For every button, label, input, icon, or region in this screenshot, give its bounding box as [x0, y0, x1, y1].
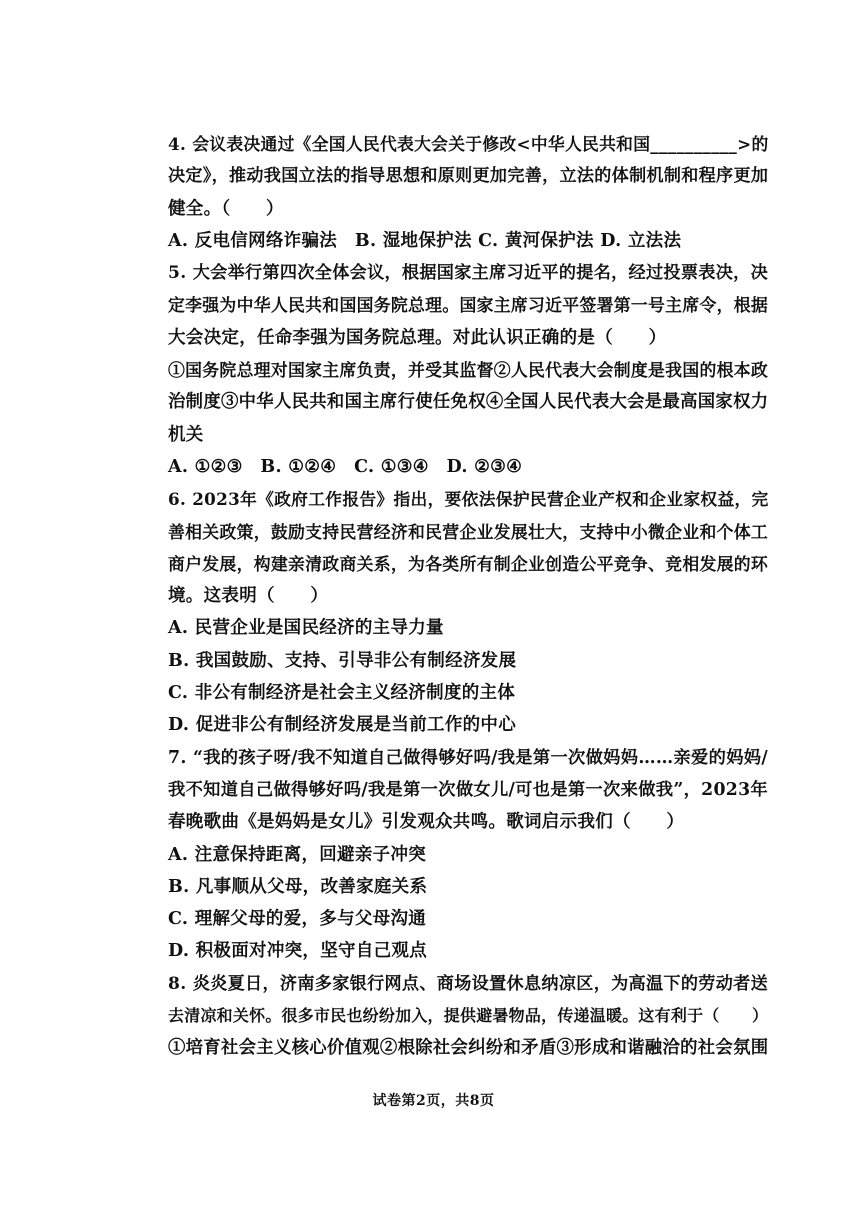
q5-stem-line-1: 5. 大会举行第四次全体会议，根据国家主席习近平的提名，经过投票表决，决	[168, 263, 768, 284]
q6-option-b: B. 我国鼓励、支持、引导非公有制经济发展	[168, 650, 517, 671]
q8-stem-line-1: 8. 炎炎夏日，济南多家银行网点、商场设置休息纳凉区，为高温下的劳动者送	[168, 973, 768, 994]
q6-option-c: C. 非公有制经济是社会主义经济制度的主体	[168, 683, 516, 704]
q6-stem-line-1: 6. 2023年《政府工作报告》指出，要依法保护民营企业产权和企业家权益，完	[168, 489, 769, 510]
q4-stem-line-2: 决定》，推动我国立法的指导思想和原则更加完善，立法的体制机制和程序更加	[168, 166, 769, 187]
q4-options: A. 反电信网络诈骗法 B. 湿地保护法 C. 黄河保护法 D. 立法法	[168, 230, 682, 251]
q5-options: A. ①②③ B. ①②④ C. ①③④ D. ②③④	[168, 456, 523, 477]
q6-option-d: D. 促进非公有制经济发展是当前工作的中心	[168, 715, 517, 736]
q8-stem-line-2: 去清凉和关怀。很多市民也纷纷加入，提供避暑物品，传递温暖。这有利于（ ）	[168, 1006, 769, 1026]
q5-statements-line-2: 治制度③中华人民共和国主席行使任免权④全国人民代表大会是最高国家权力	[168, 392, 769, 413]
q7-stem-line-1: 7. “我的孩子呀/我不知道自己做得够好吗/我是第一次做妈妈……亲爱的妈妈/	[168, 747, 768, 768]
page-footer: 试卷第2页，共8页	[372, 1093, 495, 1109]
q6-stem-line-4: 境。这表明（ ）	[168, 586, 329, 607]
q8-statements-line-1: ①培育社会主义核心价值观②根除社会纠纷和矛盾③形成和谐融洽的社会氛围	[168, 1038, 769, 1059]
q7-option-c: C. 理解父母的爱，多与父母沟通	[168, 909, 427, 930]
q5-stem-line-2: 定李强为中华人民共和国国务院总理。国家主席习近平签署第一号主席令，根据	[168, 295, 769, 316]
q6-stem-line-2: 善相关政策，鼓励支持民营经济和民营企业发展壮大，支持中小微企业和个体工	[168, 521, 769, 542]
q7-option-b: B. 凡事顺从父母，改善家庭关系	[168, 876, 428, 897]
q4-stem-line-3: 健全。（ ）	[168, 198, 284, 219]
q7-option-a: A. 注意保持距离，回避亲子冲突	[168, 844, 427, 865]
q6-option-a: A. 民营企业是国民经济的主导力量	[168, 618, 444, 639]
q4-stem-line-1: 4. 会议表决通过《全国人民代表大会关于修改<中华人民共和国__________>的	[168, 134, 769, 154]
q5-statements-line-3: 机关	[168, 424, 204, 445]
q7-option-d: D. 积极面对冲突，坚守自己观点	[168, 941, 428, 962]
question-content	[168, 128, 768, 1065]
q5-stem-line-3: 大会决定，任命李强为国务院总理。对此认识正确的是（ ）	[168, 327, 667, 348]
q7-stem-line-2: 我不知道自己做得够好吗/我是第一次做女儿/可也是第一次来做我”，2023年	[168, 779, 768, 800]
q7-stem-line-3: 春晚歌曲《是妈妈是女儿》引发观众共鸣。歌词启示我们（ ）	[168, 812, 685, 833]
q6-stem-line-3: 商户发展，构建亲清政商关系，为各类所有制企业创造公平竞争、竞相发展的环	[168, 553, 769, 574]
q5-statements-line-1: ①国务院总理对国家主席负责，并受其监督②人民代表大会制度是我国的根本政	[168, 360, 769, 381]
